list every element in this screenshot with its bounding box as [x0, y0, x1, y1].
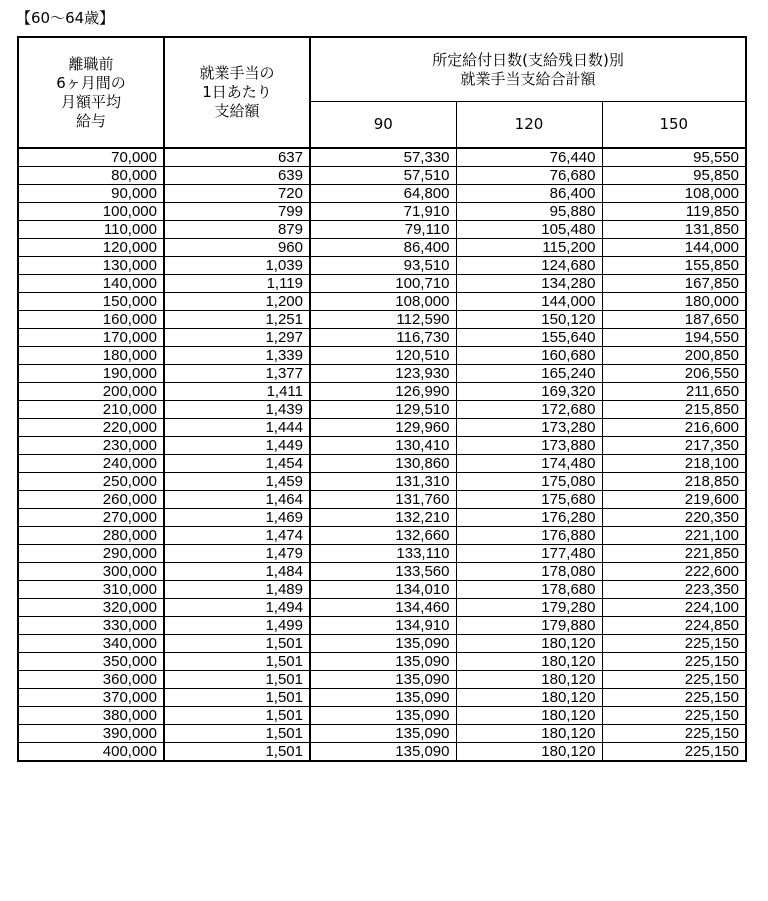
cell-total-120: 160,680 — [456, 347, 602, 365]
cell-total-120: 124,680 — [456, 257, 602, 275]
header-days-90: 90 — [310, 102, 456, 149]
cell-monthly-wage: 390,000 — [18, 725, 164, 743]
cell-total-90: 135,090 — [310, 653, 456, 671]
cell-monthly-wage: 320,000 — [18, 599, 164, 617]
header-days-120: 120 — [456, 102, 602, 149]
cell-total-120: 176,280 — [456, 509, 602, 527]
cell-total-90: 129,510 — [310, 401, 456, 419]
table-row — [18, 311, 746, 329]
cell-daily-allowance: 1,444 — [164, 419, 310, 437]
cell-monthly-wage: 80,000 — [18, 167, 164, 185]
cell-monthly-wage: 170,000 — [18, 329, 164, 347]
cell-monthly-wage: 200,000 — [18, 383, 164, 401]
header-days-150: 150 — [602, 102, 746, 149]
cell-monthly-wage: 240,000 — [18, 455, 164, 473]
cell-total-90: 123,930 — [310, 365, 456, 383]
cell-monthly-wage: 300,000 — [18, 563, 164, 581]
cell-total-120: 178,080 — [456, 563, 602, 581]
cell-total-90: 133,560 — [310, 563, 456, 581]
cell-total-120: 177,480 — [456, 545, 602, 563]
cell-total-120: 175,680 — [456, 491, 602, 509]
cell-total-90: 86,400 — [310, 239, 456, 257]
cell-daily-allowance: 1,469 — [164, 509, 310, 527]
cell-total-120: 178,680 — [456, 581, 602, 599]
cell-total-150: 222,600 — [602, 563, 746, 581]
cell-total-120: 180,120 — [456, 743, 602, 762]
cell-monthly-wage: 270,000 — [18, 509, 164, 527]
cell-total-150: 180,000 — [602, 293, 746, 311]
table-row — [18, 365, 746, 383]
cell-monthly-wage: 400,000 — [18, 743, 164, 762]
cell-total-150: 206,550 — [602, 365, 746, 383]
table-row — [18, 455, 746, 473]
cell-daily-allowance: 720 — [164, 185, 310, 203]
cell-total-120: 173,280 — [456, 419, 602, 437]
cell-monthly-wage: 210,000 — [18, 401, 164, 419]
cell-total-150: 215,850 — [602, 401, 746, 419]
cell-total-120: 169,320 — [456, 383, 602, 401]
table-row — [18, 563, 746, 581]
cell-total-90: 57,510 — [310, 167, 456, 185]
cell-monthly-wage: 250,000 — [18, 473, 164, 491]
cell-total-90: 112,590 — [310, 311, 456, 329]
table-row — [18, 743, 746, 762]
cell-total-90: 135,090 — [310, 671, 456, 689]
cell-total-90: 134,460 — [310, 599, 456, 617]
cell-daily-allowance: 1,251 — [164, 311, 310, 329]
cell-total-150: 211,650 — [602, 383, 746, 401]
cell-daily-allowance: 879 — [164, 221, 310, 239]
cell-total-120: 180,120 — [456, 707, 602, 725]
cell-total-150: 225,150 — [602, 653, 746, 671]
table-row — [18, 419, 746, 437]
cell-total-150: 225,150 — [602, 743, 746, 762]
cell-monthly-wage: 380,000 — [18, 707, 164, 725]
cell-total-150: 95,550 — [602, 148, 746, 167]
cell-total-90: 131,310 — [310, 473, 456, 491]
cell-total-150: 108,000 — [602, 185, 746, 203]
cell-daily-allowance: 1,501 — [164, 671, 310, 689]
cell-total-90: 135,090 — [310, 725, 456, 743]
cell-total-120: 173,880 — [456, 437, 602, 455]
cell-total-120: 179,880 — [456, 617, 602, 635]
cell-total-90: 133,110 — [310, 545, 456, 563]
cell-total-150: 220,350 — [602, 509, 746, 527]
table-header — [18, 37, 746, 148]
cell-total-120: 95,880 — [456, 203, 602, 221]
cell-total-150: 221,850 — [602, 545, 746, 563]
cell-total-120: 180,120 — [456, 689, 602, 707]
cell-total-120: 155,640 — [456, 329, 602, 347]
cell-total-120: 179,280 — [456, 599, 602, 617]
cell-total-90: 135,090 — [310, 743, 456, 762]
table-row — [18, 725, 746, 743]
cell-daily-allowance: 1,449 — [164, 437, 310, 455]
cell-daily-allowance: 1,454 — [164, 455, 310, 473]
table-row — [18, 257, 746, 275]
cell-daily-allowance: 1,200 — [164, 293, 310, 311]
cell-daily-allowance: 1,039 — [164, 257, 310, 275]
cell-daily-allowance: 1,501 — [164, 743, 310, 762]
cell-monthly-wage: 100,000 — [18, 203, 164, 221]
cell-monthly-wage: 140,000 — [18, 275, 164, 293]
cell-monthly-wage: 310,000 — [18, 581, 164, 599]
cell-daily-allowance: 1,411 — [164, 383, 310, 401]
cell-total-120: 76,440 — [456, 148, 602, 167]
cell-daily-allowance: 1,339 — [164, 347, 310, 365]
cell-daily-allowance: 1,494 — [164, 599, 310, 617]
cell-monthly-wage: 360,000 — [18, 671, 164, 689]
table-row — [18, 185, 746, 203]
cell-daily-allowance: 1,377 — [164, 365, 310, 383]
table-row — [18, 689, 746, 707]
cell-daily-allowance: 1,479 — [164, 545, 310, 563]
cell-monthly-wage: 280,000 — [18, 527, 164, 545]
cell-total-120: 175,080 — [456, 473, 602, 491]
table-row — [18, 437, 746, 455]
cell-total-120: 180,120 — [456, 725, 602, 743]
cell-daily-allowance: 637 — [164, 148, 310, 167]
cell-daily-allowance: 1,119 — [164, 275, 310, 293]
cell-daily-allowance: 1,489 — [164, 581, 310, 599]
table-row — [18, 148, 746, 167]
table-row — [18, 527, 746, 545]
cell-daily-allowance: 1,464 — [164, 491, 310, 509]
cell-monthly-wage: 230,000 — [18, 437, 164, 455]
cell-daily-allowance: 1,501 — [164, 653, 310, 671]
cell-daily-allowance: 1,499 — [164, 617, 310, 635]
cell-total-150: 224,850 — [602, 617, 746, 635]
cell-daily-allowance: 1,484 — [164, 563, 310, 581]
cell-monthly-wage: 260,000 — [18, 491, 164, 509]
table-body — [18, 148, 746, 761]
cell-total-90: 130,410 — [310, 437, 456, 455]
header-daily-allowance: 就業手当の 1日あたり 支給額 — [164, 37, 310, 148]
cell-total-150: 144,000 — [602, 239, 746, 257]
table-caption: 【60〜64歳】 — [16, 9, 115, 27]
cell-total-90: 120,510 — [310, 347, 456, 365]
cell-total-150: 131,850 — [602, 221, 746, 239]
cell-total-150: 119,850 — [602, 203, 746, 221]
cell-total-90: 132,210 — [310, 509, 456, 527]
cell-total-90: 116,730 — [310, 329, 456, 347]
table-row — [18, 401, 746, 419]
cell-daily-allowance: 799 — [164, 203, 310, 221]
cell-total-150: 155,850 — [602, 257, 746, 275]
cell-monthly-wage: 370,000 — [18, 689, 164, 707]
cell-total-120: 180,120 — [456, 671, 602, 689]
cell-monthly-wage: 150,000 — [18, 293, 164, 311]
cell-monthly-wage: 90,000 — [18, 185, 164, 203]
cell-daily-allowance: 1,297 — [164, 329, 310, 347]
table-row — [18, 509, 746, 527]
cell-monthly-wage: 340,000 — [18, 635, 164, 653]
table-row — [18, 707, 746, 725]
header-total-by-days: 所定給付日数(支給残日数)別 就業手当支給合計額 — [310, 37, 746, 102]
cell-total-90: 126,990 — [310, 383, 456, 401]
cell-total-120: 174,480 — [456, 455, 602, 473]
table-row — [18, 599, 746, 617]
cell-total-150: 218,100 — [602, 455, 746, 473]
cell-total-120: 105,480 — [456, 221, 602, 239]
cell-total-120: 134,280 — [456, 275, 602, 293]
cell-total-90: 100,710 — [310, 275, 456, 293]
cell-daily-allowance: 1,501 — [164, 707, 310, 725]
cell-daily-allowance: 1,474 — [164, 527, 310, 545]
table-row — [18, 239, 746, 257]
cell-total-120: 165,240 — [456, 365, 602, 383]
cell-daily-allowance: 639 — [164, 167, 310, 185]
cell-monthly-wage: 160,000 — [18, 311, 164, 329]
cell-total-90: 93,510 — [310, 257, 456, 275]
cell-total-90: 130,860 — [310, 455, 456, 473]
cell-total-120: 86,400 — [456, 185, 602, 203]
cell-total-90: 129,960 — [310, 419, 456, 437]
cell-total-150: 216,600 — [602, 419, 746, 437]
cell-total-150: 218,850 — [602, 473, 746, 491]
cell-daily-allowance: 1,501 — [164, 635, 310, 653]
cell-total-90: 79,110 — [310, 221, 456, 239]
cell-total-150: 225,150 — [602, 707, 746, 725]
cell-total-90: 108,000 — [310, 293, 456, 311]
cell-monthly-wage: 70,000 — [18, 148, 164, 167]
cell-total-150: 225,150 — [602, 689, 746, 707]
cell-total-150: 224,100 — [602, 599, 746, 617]
table-row — [18, 275, 746, 293]
cell-monthly-wage: 350,000 — [18, 653, 164, 671]
table-row — [18, 491, 746, 509]
cell-total-150: 221,100 — [602, 527, 746, 545]
cell-total-120: 76,680 — [456, 167, 602, 185]
cell-total-90: 71,910 — [310, 203, 456, 221]
table-row — [18, 221, 746, 239]
table-row — [18, 473, 746, 491]
cell-total-90: 134,010 — [310, 581, 456, 599]
cell-total-120: 172,680 — [456, 401, 602, 419]
table-row — [18, 347, 746, 365]
table-row — [18, 635, 746, 653]
table-row — [18, 293, 746, 311]
cell-total-150: 217,350 — [602, 437, 746, 455]
cell-total-150: 167,850 — [602, 275, 746, 293]
cell-total-150: 194,550 — [602, 329, 746, 347]
cell-daily-allowance: 1,501 — [164, 689, 310, 707]
table-row — [18, 167, 746, 185]
benefit-table — [17, 36, 747, 762]
cell-monthly-wage: 290,000 — [18, 545, 164, 563]
cell-monthly-wage: 110,000 — [18, 221, 164, 239]
cell-daily-allowance: 1,439 — [164, 401, 310, 419]
cell-total-90: 134,910 — [310, 617, 456, 635]
cell-total-120: 115,200 — [456, 239, 602, 257]
cell-daily-allowance: 1,459 — [164, 473, 310, 491]
cell-total-90: 135,090 — [310, 635, 456, 653]
cell-total-120: 180,120 — [456, 635, 602, 653]
cell-total-90: 135,090 — [310, 707, 456, 725]
header-monthly-wage: 離職前 6ヶ月間の 月額平均 給与 — [18, 37, 164, 148]
table-row — [18, 545, 746, 563]
table-row — [18, 329, 746, 347]
cell-total-90: 57,330 — [310, 148, 456, 167]
cell-total-120: 180,120 — [456, 653, 602, 671]
cell-daily-allowance: 1,501 — [164, 725, 310, 743]
cell-total-90: 135,090 — [310, 689, 456, 707]
table-row — [18, 383, 746, 401]
table-row — [18, 671, 746, 689]
cell-total-150: 219,600 — [602, 491, 746, 509]
table-row — [18, 617, 746, 635]
cell-monthly-wage: 220,000 — [18, 419, 164, 437]
cell-total-150: 200,850 — [602, 347, 746, 365]
cell-monthly-wage: 180,000 — [18, 347, 164, 365]
cell-total-150: 95,850 — [602, 167, 746, 185]
cell-total-120: 150,120 — [456, 311, 602, 329]
cell-monthly-wage: 330,000 — [18, 617, 164, 635]
table-row — [18, 653, 746, 671]
table-row — [18, 581, 746, 599]
cell-total-90: 64,800 — [310, 185, 456, 203]
cell-total-90: 131,760 — [310, 491, 456, 509]
cell-monthly-wage: 190,000 — [18, 365, 164, 383]
table-row — [18, 203, 746, 221]
cell-total-150: 223,350 — [602, 581, 746, 599]
cell-total-150: 225,150 — [602, 635, 746, 653]
cell-total-150: 187,650 — [602, 311, 746, 329]
cell-total-120: 144,000 — [456, 293, 602, 311]
cell-monthly-wage: 120,000 — [18, 239, 164, 257]
cell-total-90: 132,660 — [310, 527, 456, 545]
cell-daily-allowance: 960 — [164, 239, 310, 257]
cell-monthly-wage: 130,000 — [18, 257, 164, 275]
cell-total-120: 176,880 — [456, 527, 602, 545]
cell-total-150: 225,150 — [602, 671, 746, 689]
cell-total-150: 225,150 — [602, 725, 746, 743]
